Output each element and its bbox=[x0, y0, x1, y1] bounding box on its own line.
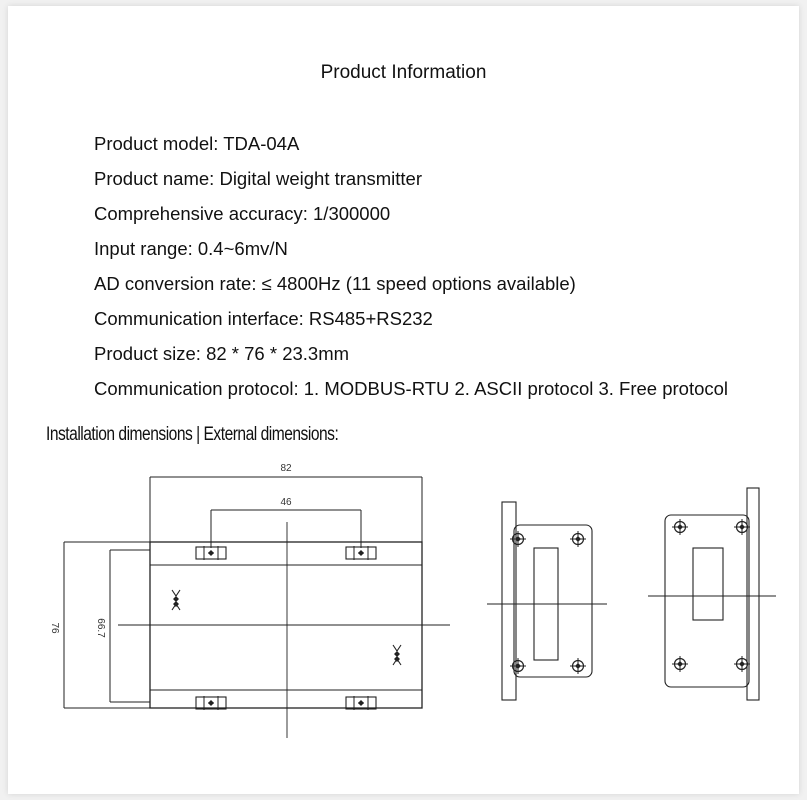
install-dimensions-label: Installation dimensions | External dimensions: bbox=[46, 424, 339, 445]
front-view bbox=[64, 477, 450, 738]
dim-hole-spacing-label: 46 bbox=[280, 497, 292, 508]
side-view-right bbox=[648, 488, 776, 700]
side-view-left bbox=[487, 502, 607, 700]
dim-height-label: 76 bbox=[49, 622, 60, 634]
spec-interface: Communication interface: RS485+RS232 bbox=[94, 308, 433, 329]
spec-name: Product name: Digital weight transmitter bbox=[94, 168, 422, 189]
dim-inner-height-label: 66.7 bbox=[95, 618, 106, 638]
spec-model: Product model: TDA-04A bbox=[94, 133, 300, 154]
page-title: Product Information bbox=[320, 62, 487, 83]
spec-size: Product size: 82 * 76 * 23.3mm bbox=[94, 343, 350, 364]
spec-protocol: Communication protocol: 1. MODBUS-RTU 2. ASCII protocol 3. Free protocol bbox=[94, 378, 729, 399]
spec-accuracy: Comprehensive accuracy: 1/300000 bbox=[94, 203, 391, 224]
dim-width-label: 82 bbox=[280, 463, 292, 474]
spec-input-range: Input range: 0.4~6mv/N bbox=[94, 238, 288, 259]
spec-ad-rate: AD conversion rate: ≤ 4800Hz (11 speed options available) bbox=[94, 273, 576, 294]
